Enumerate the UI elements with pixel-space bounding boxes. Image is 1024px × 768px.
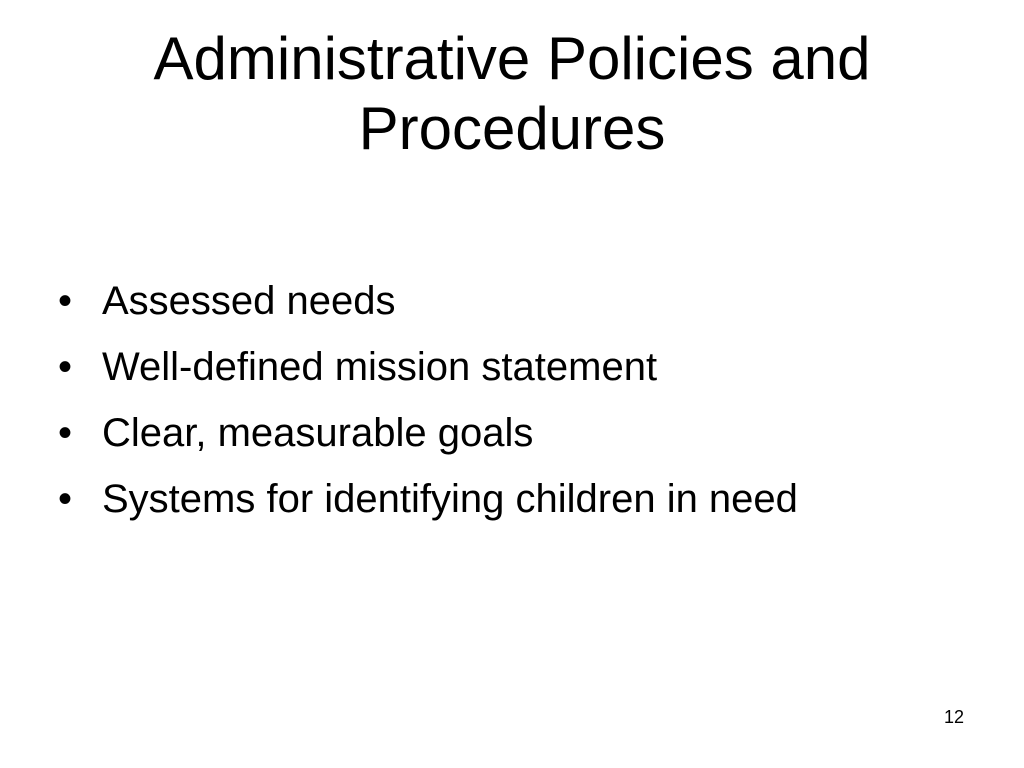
bullet-text: Clear, measurable goals [102,411,534,455]
bullet-item [56,268,798,334]
bullet-dot-icon: • [58,279,73,323]
slide-title: Administrative Policies and Procedures [153,25,871,162]
bullet-text: Assessed needs [102,279,396,323]
bullet-item [56,466,798,532]
bullet-list [56,268,798,532]
bullet-dot-icon: • [58,477,73,521]
bullet-dot-icon: • [58,345,73,389]
bullet-text: Well-defined mission statement [102,345,658,389]
bullet-dot-icon: • [58,411,73,455]
bullet-item [56,400,798,466]
bullet-text: Systems for identifying children in need [102,477,798,521]
page-number: 12 [943,707,964,727]
bullet-item [56,334,798,400]
